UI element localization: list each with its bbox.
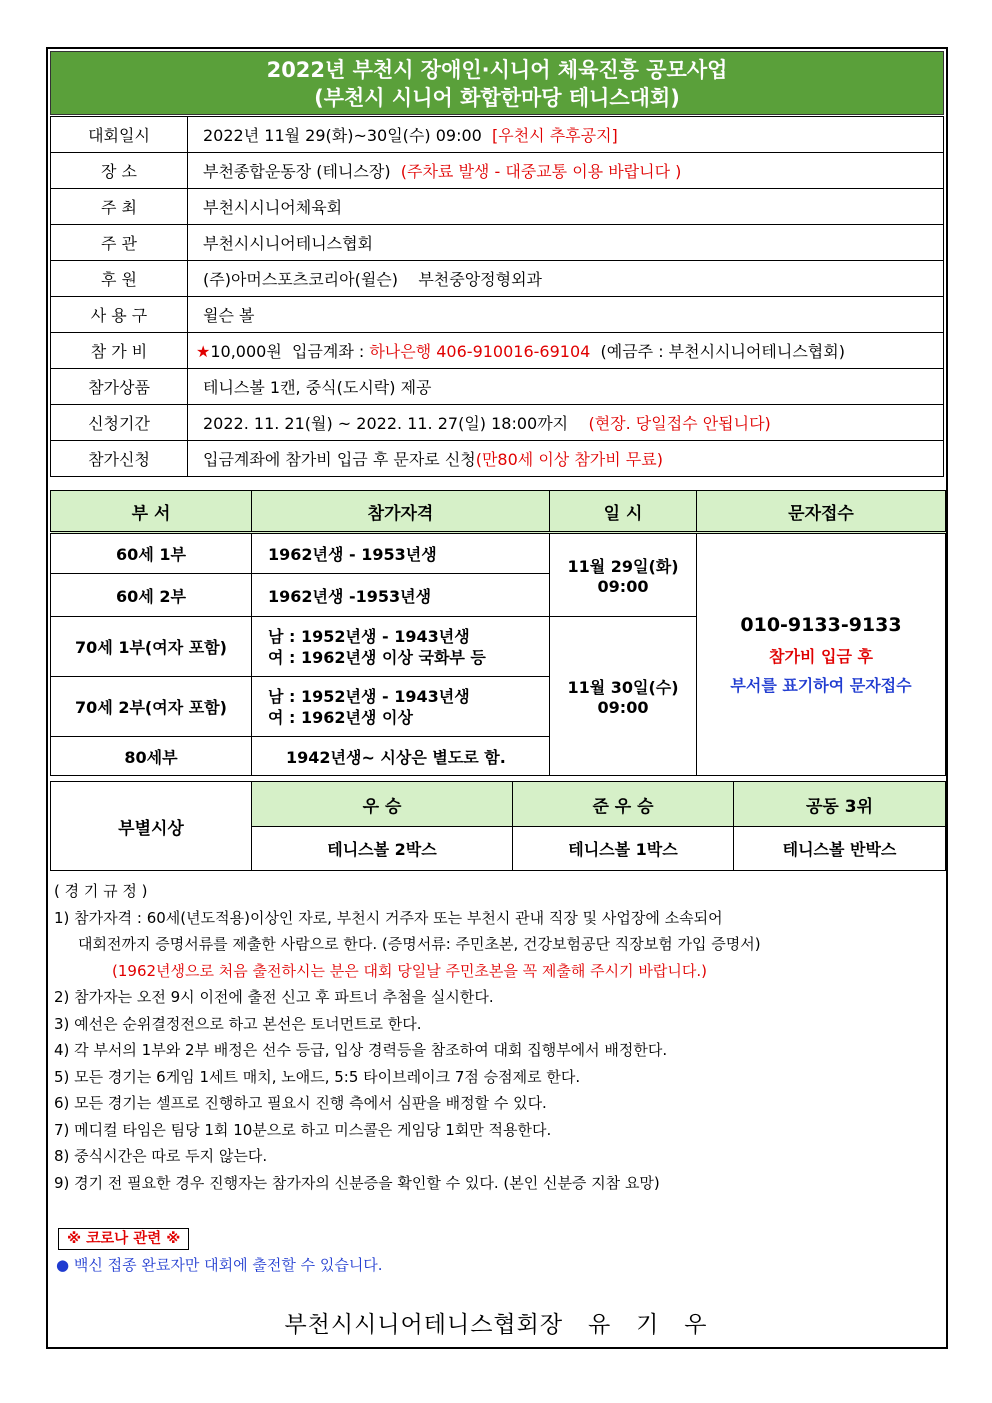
venue-label: 장 소 [51,153,188,189]
vaccine-text: 백신 접종 완료자만 대회에 출전할 수 있습니다. [73,1256,383,1274]
signature: 부천시시니어테니스협회장 유 기 우 [284,1312,708,1338]
date1-day: 11월 29일(화) [567,557,679,576]
title-line2: (부천시 시니어 화합한마당 테니스대회) [314,86,680,110]
date-cell-2 [550,617,697,776]
qualification-female: 여 : 1962년생 이상 국화부 등 [268,647,486,667]
info-row-fee [51,333,944,369]
info-row-date [51,117,944,153]
table-row [51,533,946,574]
host-label: 주 최 [51,189,188,225]
info-row-venue [51,153,944,189]
rule-1a: 1) 참가자격 : 60세(년도적용)이상인 자로, 부천시 거주자 또는 부천시 관내 직장 및 사업장에 소속되어 [54,908,723,927]
title-line1: 2022년 부천시 장애인·시니어 체육진흥 공모사업 [266,58,728,82]
date2-time: 09:00 [597,698,649,717]
date-value: 2022년 11월 29(화)~30일(수) 09:00 [203,126,482,145]
rule-3: 3) 예선은 순위결정전으로 하고 본선은 토너먼트로 한다. [54,1014,422,1033]
division-cell: 80세부 [51,737,252,776]
prize-header-first: 우 승 [252,782,513,827]
covid-label: ※ 코로나 관련 ※ [58,1228,189,1250]
qualification-female: 여 : 1962년생 이상 [268,707,413,727]
division-cell: 60세 1부 [51,533,252,574]
rule-1b: 대회전까지 증명서류를 제출한 사람으로 한다. (증명서류: 주민초본, 건강보험공단 직장보험 가입 증명서) [78,935,761,953]
prize-second: 테니스볼 1박스 [513,827,734,871]
prize-label: 부별시상 [51,782,252,871]
qualification-cell [252,617,550,677]
fee-holder: (예금주 : 부천시시니어테니스협회) [590,342,845,361]
rules-section [54,878,934,1196]
header-division: 부 서 [51,491,252,533]
rule-7: 7) 메디컬 타임은 팀당 1회 10분으로 하고 미스콜은 게임당 1회만 적용한다. [54,1120,552,1139]
info-row-period [51,405,944,441]
division-cell: 70세 2부(여자 포함) [51,677,252,737]
ball-value: 윌슨 볼 [188,297,944,333]
rule-8: 8) 중식시간은 따로 두지 않는다. [54,1147,268,1165]
prize-header-second: 준 우 승 [513,782,734,827]
info-row-host [51,189,944,225]
period-label: 신청기간 [51,405,188,441]
sponsor-value: (주)아머스포츠코리아(윌슨) 부천중앙정형외과 [188,261,944,297]
gift-label: 참가상품 [51,369,188,405]
prize-first: 테니스볼 2박스 [252,827,513,871]
contact-phone: 010-9133-9133 [740,613,902,636]
qualification-cell: 1942년생~ 시상은 별도로 함. [252,737,550,776]
gift-value: 테니스볼 1캔, 중식(도시락) 제공 [188,369,944,405]
sponsor-label: 후 원 [51,261,188,297]
contact-cell [697,533,946,776]
fee-amount: 10,000원 입금계좌 : [210,342,370,361]
page-title [50,51,944,115]
contact-line2: 부서를 표기하여 문자접수 [730,675,912,695]
info-row-organizer [51,225,944,261]
date-label: 대회일시 [51,117,188,153]
date-cell-1 [550,533,697,617]
star-icon: ★ [196,342,211,361]
rule-5: 5) 모든 경기는 6게임 1세트 매치, 노애드, 5:5 타이브레이크 7점 승점제로 한다. [54,1067,581,1086]
rule-2: 2) 참가자는 오전 9시 이전에 출전 신고 후 파트너 추첨을 실시한다. [54,988,494,1006]
host-value: 부천시시니어체육회 [188,189,944,225]
info-row-gift [51,369,944,405]
rule-4: 4) 각 부서의 1부와 2부 배정은 선수 등급, 입상 경력등을 참조하여 대회 집행부에서 배정한다. [54,1041,668,1059]
rules-heading: ( 경 기 규 정 ) [54,882,148,900]
period-value: 2022. 11. 21(월) ~ 2022. 11. 27(일) 18:00까지 [203,414,569,433]
header-qualification: 참가자격 [252,491,550,533]
schedule-table [50,490,946,776]
info-row-sponsor [51,261,944,297]
qualification-cell: 1962년생 -1953년생 [252,574,550,617]
info-row-apply [51,441,944,477]
contact-line1: 참가비 입금 후 [769,646,873,666]
apply-value: 입금계좌에 참가비 입금 후 문자로 신청 [203,450,476,469]
rule-9: 9) 경기 전 필요한 경우 진행자는 참가자의 신분증을 확인할 수 있다. (본인 신분증 지참 요망) [54,1173,660,1192]
header-contact: 문자접수 [697,491,946,533]
info-row-ball [51,297,944,333]
qualification-cell [252,677,550,737]
organizer-value: 부천시시니어테니스협회 [188,225,944,261]
fee-label: 참 가 비 [51,333,188,369]
prize-header-third: 공동 3위 [734,782,946,827]
venue-value: 부천종합운동장 (테니스장) [203,162,391,181]
qualification-cell: 1962년생 - 1953년생 [252,533,550,574]
prize-table [50,781,946,871]
vaccine-notice [56,1254,383,1275]
bullet-icon: ● [56,1256,70,1274]
rule-1c: (1962년생으로 처음 출전하시는 분은 대회 당일날 주민초본을 꼭 제출해 주시기 바랍니다.) [112,961,707,980]
date1-time: 09:00 [597,577,649,596]
header-datetime: 일 시 [550,491,697,533]
division-cell: 60세 2부 [51,574,252,617]
qualification-male: 남 : 1952년생 - 1943년생 [268,686,470,706]
apply-label: 참가신청 [51,441,188,477]
organizer-label: 주 관 [51,225,188,261]
ball-label: 사 용 구 [51,297,188,333]
fee-account: 하나은행 406-910016-69104 [369,342,591,361]
period-note: (현장. 당일접수 안됩니다) [588,414,771,433]
rule-6: 6) 모든 경기는 셀프로 진행하고 필요시 진행 측에서 심판을 배정할 수 있다. [54,1094,547,1112]
prize-third: 테니스볼 반박스 [734,827,946,871]
date-note: [우천시 추후공지] [492,126,618,145]
venue-note: (주차료 발생 - 대중교통 이용 바랍니다 ) [400,162,682,181]
info-table [50,116,944,477]
apply-note: (만80세 이상 참가비 무료) [475,450,663,469]
division-cell: 70세 1부(여자 포함) [51,617,252,677]
schedule-header [51,491,946,533]
date2-day: 11월 30일(수) [567,678,679,697]
qualification-male: 남 : 1952년생 - 1943년생 [268,626,470,646]
prize-header [51,782,946,827]
